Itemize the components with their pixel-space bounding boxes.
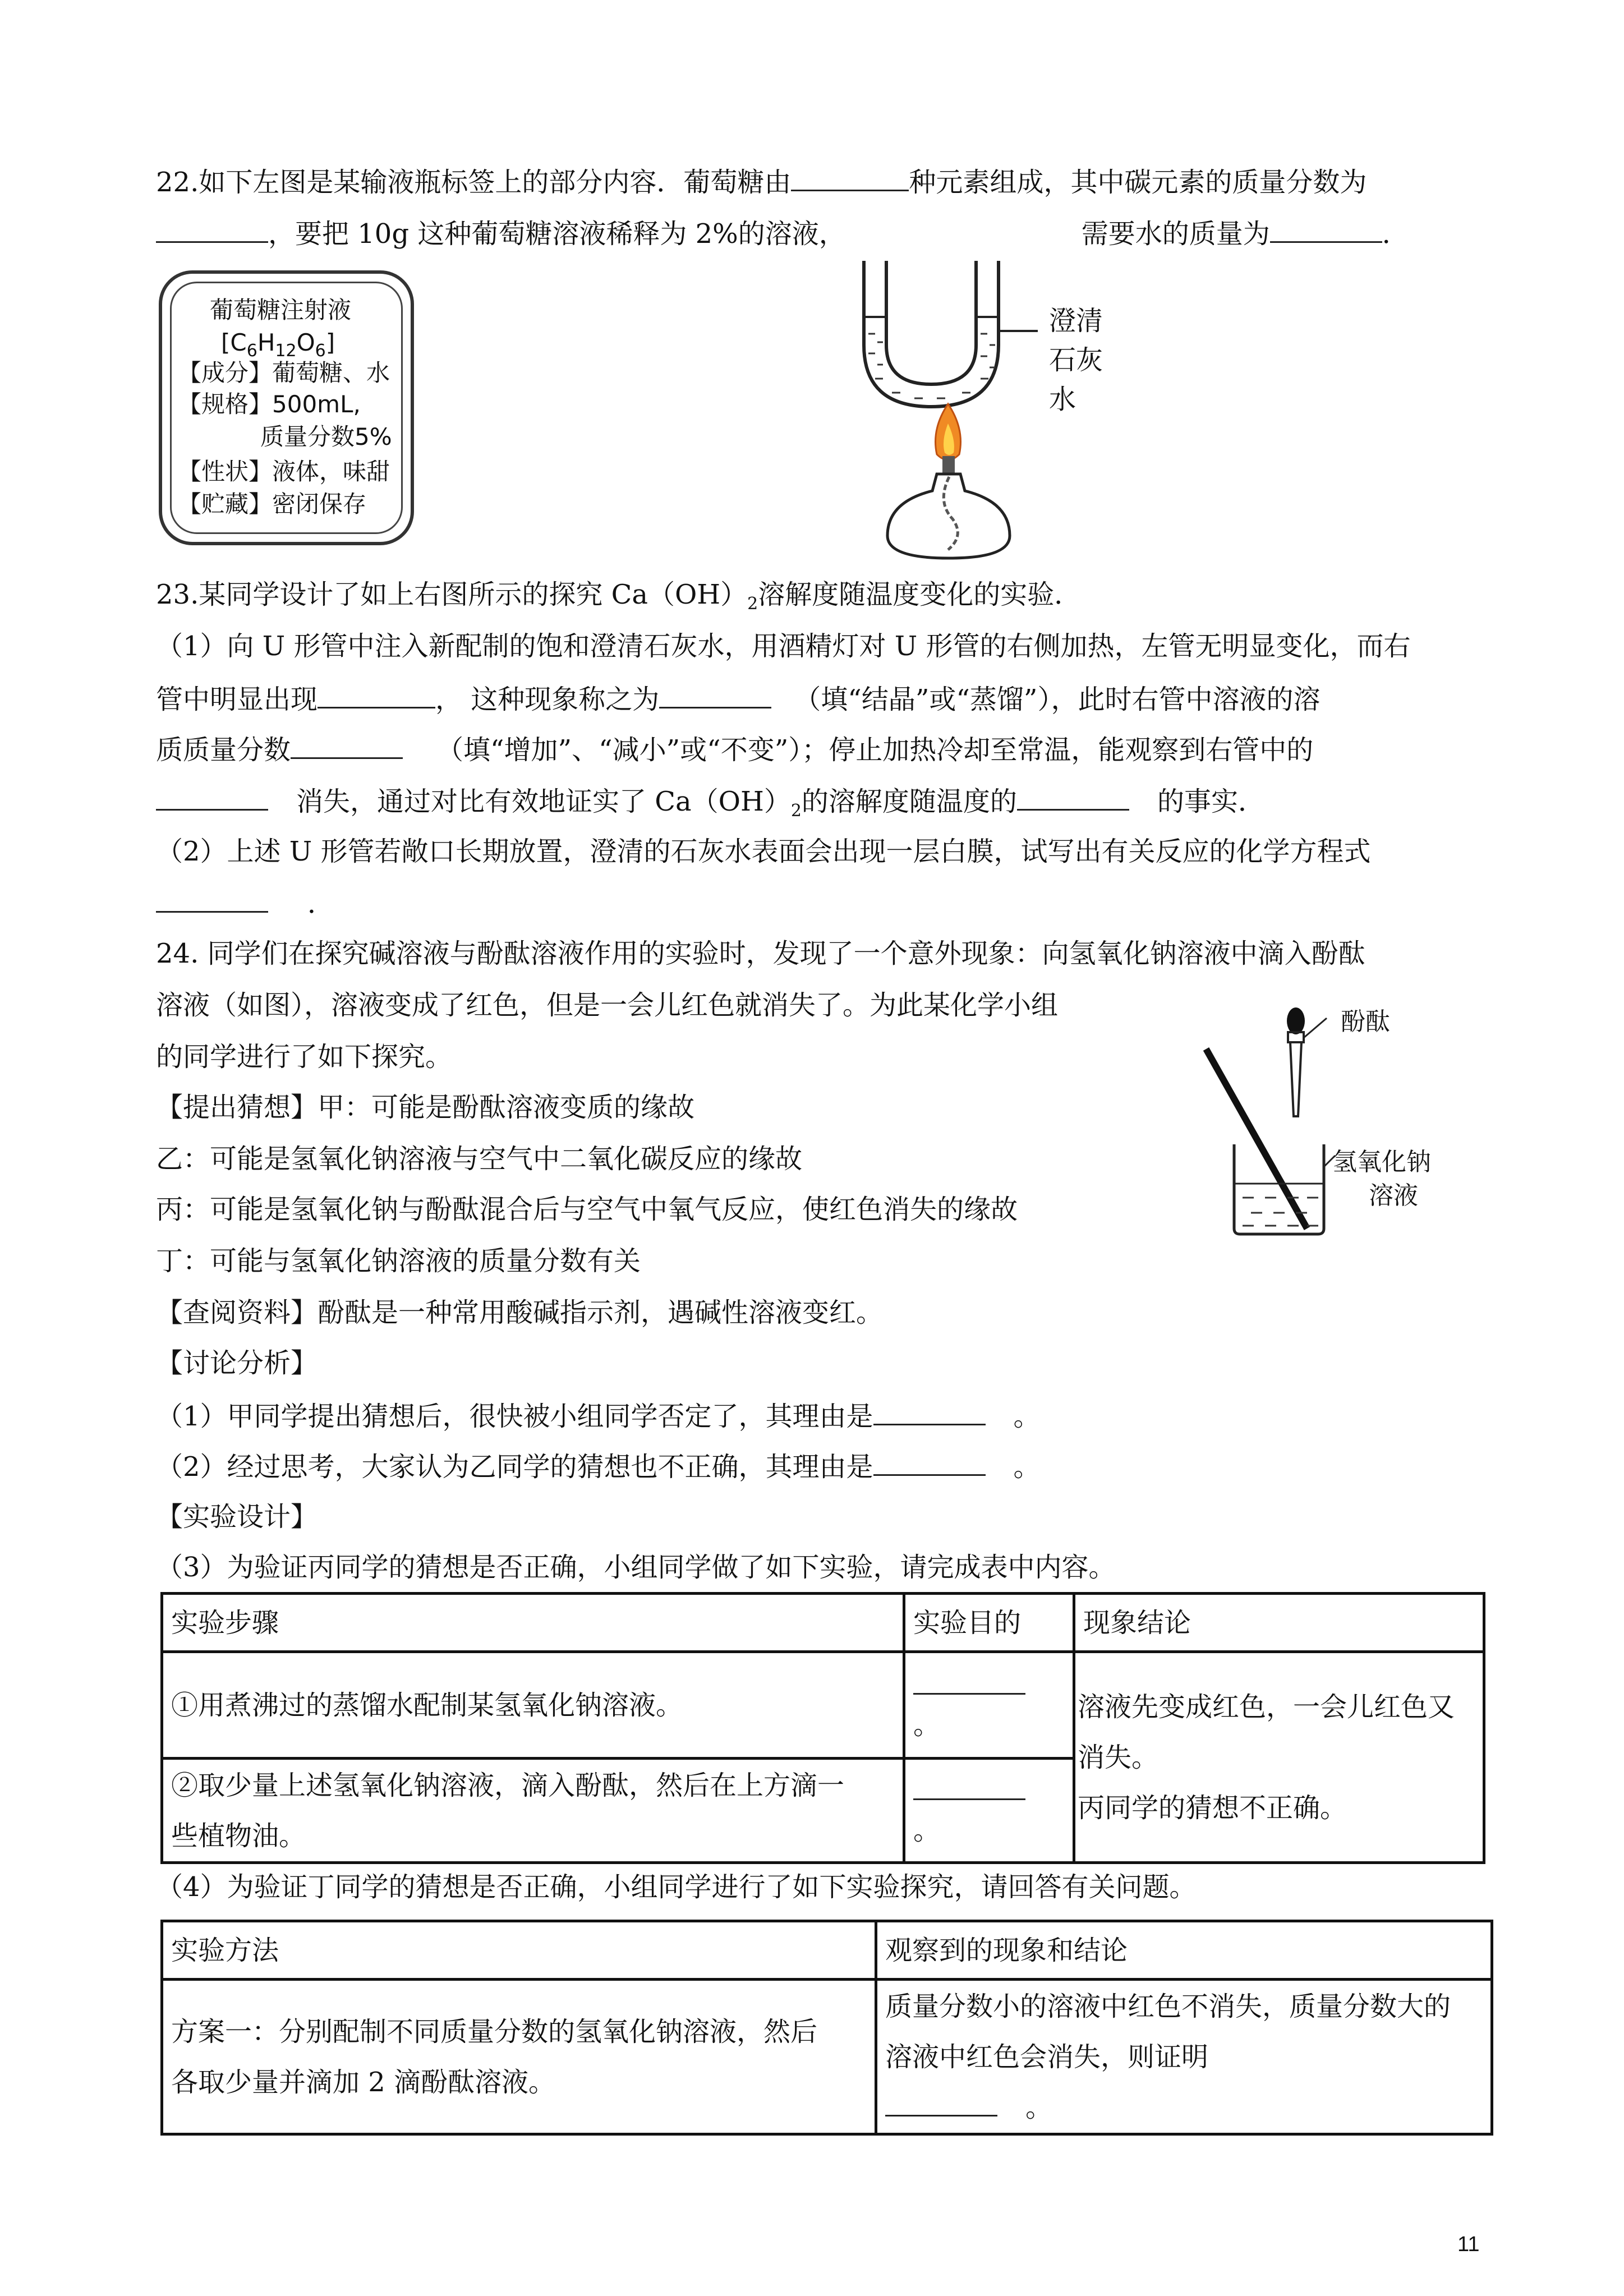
q22-line-2 bbox=[156, 214, 1409, 252]
answer-blank[interactable] bbox=[1017, 782, 1129, 811]
limewater-label: 水 bbox=[1049, 384, 1076, 415]
table-header: 观察到的现象和结论 bbox=[876, 1921, 1492, 1980]
limewater-label: 石灰 bbox=[1049, 344, 1103, 376]
q23-line-6: （2）上述 U 形管若敞口长期放置，澄清的石灰水表面会出现一层白膜，试写出有关反应的化学方程式 bbox=[156, 836, 1371, 867]
q24-hypothesis-d: 丁：可能与氢氧化钠溶液的质量分数有关 bbox=[156, 1245, 641, 1277]
q24-reference: 【查阅资料】酚酞是一种常用酸碱指示剂，遇碱性溶液变红。 bbox=[156, 1297, 884, 1328]
q24-line-3: 的同学进行了如下探究。 bbox=[156, 1041, 453, 1073]
q24-question-1: （1）甲同学提出猜想后，很快被小组同学否定了，其理由是 。 bbox=[156, 1397, 1041, 1434]
q24-question-4: （4）为验证丁同学的猜想是否正确，小组同学进行了如下实验探究，请回答有关问题。 bbox=[156, 1871, 1197, 1903]
q24-line-2: 溶液（如图），溶液变成了红色，但是一会儿红色就消失了。为此某化学小组 bbox=[156, 990, 1059, 1021]
label-title: 葡萄糖注射液 bbox=[210, 296, 352, 324]
q23-line-1: 23.某同学设计了如上右图所示的探究 $Ca(OH)_2$溶解度随温度变化的实验． bbox=[156, 579, 1082, 614]
answer-blank[interactable] bbox=[873, 1447, 986, 1476]
table-header: 实验步骤 bbox=[162, 1594, 904, 1652]
table-cell-blank: 。 bbox=[904, 1759, 1074, 1863]
answer-blank[interactable] bbox=[873, 1397, 986, 1425]
glucose-label-figure bbox=[159, 270, 414, 545]
experiment-table-2 bbox=[160, 1920, 1493, 2136]
q23-line-3: 管中明显出现 ， 这种现象称之为 （填“结晶”或“蒸馏”），此时右管中溶液的溶 bbox=[156, 680, 1320, 717]
answer-blank[interactable] bbox=[913, 1772, 1025, 1800]
q24-hypothesis-a: 【提出猜想】甲：可能是酚酞溶液变质的缘故 bbox=[156, 1092, 695, 1123]
page-number: 11 bbox=[1457, 2233, 1480, 2256]
label-concentration: 质量分数5% bbox=[260, 423, 392, 450]
q22-text: 22.如下左图是某输液瓶标签上的部分内容．葡萄糖由 bbox=[156, 167, 792, 198]
beaker-dropper-figure bbox=[1200, 1004, 1346, 1240]
answer-blank[interactable] bbox=[156, 214, 268, 243]
answer-blank[interactable] bbox=[1270, 214, 1382, 243]
q22-line-1 bbox=[156, 163, 1367, 200]
q24-hypothesis-b: 乙：可能是氢氧化钠溶液与空气中二氧化碳反应的缘故 bbox=[156, 1143, 803, 1175]
label-nature: 【性状】液体，味甜 bbox=[178, 458, 390, 485]
q22-text: 种元素组成，其中碳元素的质量分数为 bbox=[909, 167, 1367, 198]
label-storage: 【贮藏】密闭保存 bbox=[178, 490, 367, 518]
q24-line-1: 24. 同学们在探究碱溶液与酚酞溶液作用的实验时，发现了一个意外现象：向氢氧化钠溶液中滴入酚酞 bbox=[156, 938, 1365, 969]
table-header: 实验方法 bbox=[162, 1921, 876, 1980]
answer-blank[interactable] bbox=[318, 680, 435, 708]
q24-question-3: （3）为验证丙同学的猜想是否正确，小组同学做了如下实验，请完成表中内容。 bbox=[156, 1552, 1116, 1583]
q24-hypothesis-c: 丙：可能是氢氧化钠与酚酞混合后与空气中氧气反应，使红色消失的缘故 bbox=[156, 1194, 1018, 1225]
table-cell-blank: 。 bbox=[904, 1652, 1074, 1759]
q22-text: 需要水的质量为 bbox=[1081, 218, 1270, 250]
q24-question-2: （2）经过思考，大家认为乙同学的猜想也不正确，其理由是 。 bbox=[156, 1447, 1041, 1485]
table-cell-conclusion: 溶液先变成红色，一会儿红色又 消失。 丙同学的猜想不正确。 bbox=[1074, 1652, 1484, 1863]
q23-line-5: 消失，通过对比有效地证实了 $Ca(OH)_2$的溶解度随温度的 的事实． bbox=[156, 782, 1265, 829]
q22-text: ，要把 10g 这种葡萄糖溶液稀释为 2%的溶液， bbox=[268, 218, 846, 250]
label-formula: $[C_6H_{12}O_6]$ bbox=[221, 329, 335, 361]
table-cell-method: 方案一：分别配制不同质量分数的氢氧化钠溶液，然后 各取少量并滴加 2 滴酚酞溶液。 bbox=[162, 1980, 876, 2134]
table-cell-observation: 质量分数小的溶液中红色不消失，质量分数大的 溶液中红色会消失，则证明 。 bbox=[876, 1980, 1492, 2134]
answer-blank[interactable] bbox=[291, 730, 403, 759]
answer-blank[interactable] bbox=[156, 884, 268, 913]
label-ingredients: 【成分】葡萄糖、水 bbox=[178, 359, 390, 386]
limewater-label: 澄清 bbox=[1049, 305, 1103, 337]
answer-blank[interactable] bbox=[885, 2088, 997, 2116]
table-header: 实验目的 bbox=[904, 1594, 1074, 1652]
q22-text: ． bbox=[1382, 218, 1409, 250]
q23-line-7: ． bbox=[156, 884, 334, 922]
experiment-table-1 bbox=[160, 1592, 1485, 1864]
label-spec: 【规格】500mL, bbox=[178, 390, 361, 418]
u-tube-apparatus-figure bbox=[853, 255, 1077, 569]
q24-discussion-heading: 【讨论分析】 bbox=[156, 1347, 318, 1379]
naoh-label: 溶液 bbox=[1369, 1181, 1418, 1210]
phenolphthalein-label: 酚酞 bbox=[1341, 1007, 1390, 1036]
answer-blank[interactable] bbox=[156, 782, 268, 811]
q23-line-4: 质质量分数 （填“增加”、“减小”或“不变”）；停止加热冷却至常温，能观察到右管中的 bbox=[156, 730, 1313, 768]
table-cell: ②取少量上述氢氧化钠溶液，滴入酚酞，然后在上方滴一 些植物油。 bbox=[162, 1759, 904, 1863]
table-header: 现象结论 bbox=[1074, 1594, 1484, 1652]
naoh-label: 氢氧化钠 bbox=[1332, 1148, 1431, 1176]
answer-blank[interactable] bbox=[913, 1666, 1025, 1695]
answer-blank[interactable] bbox=[659, 680, 771, 708]
q23-line-2: （1）向 U 形管中注入新配制的饱和澄清石灰水，用酒精灯对 U 形管的右侧加热，左管无明显变化，而右 bbox=[156, 631, 1411, 662]
q24-design-heading: 【实验设计】 bbox=[156, 1501, 318, 1533]
answer-blank[interactable] bbox=[791, 163, 909, 191]
table-cell: ①用煮沸过的蒸馏水配制某氢氧化钠溶液。 bbox=[162, 1652, 904, 1759]
